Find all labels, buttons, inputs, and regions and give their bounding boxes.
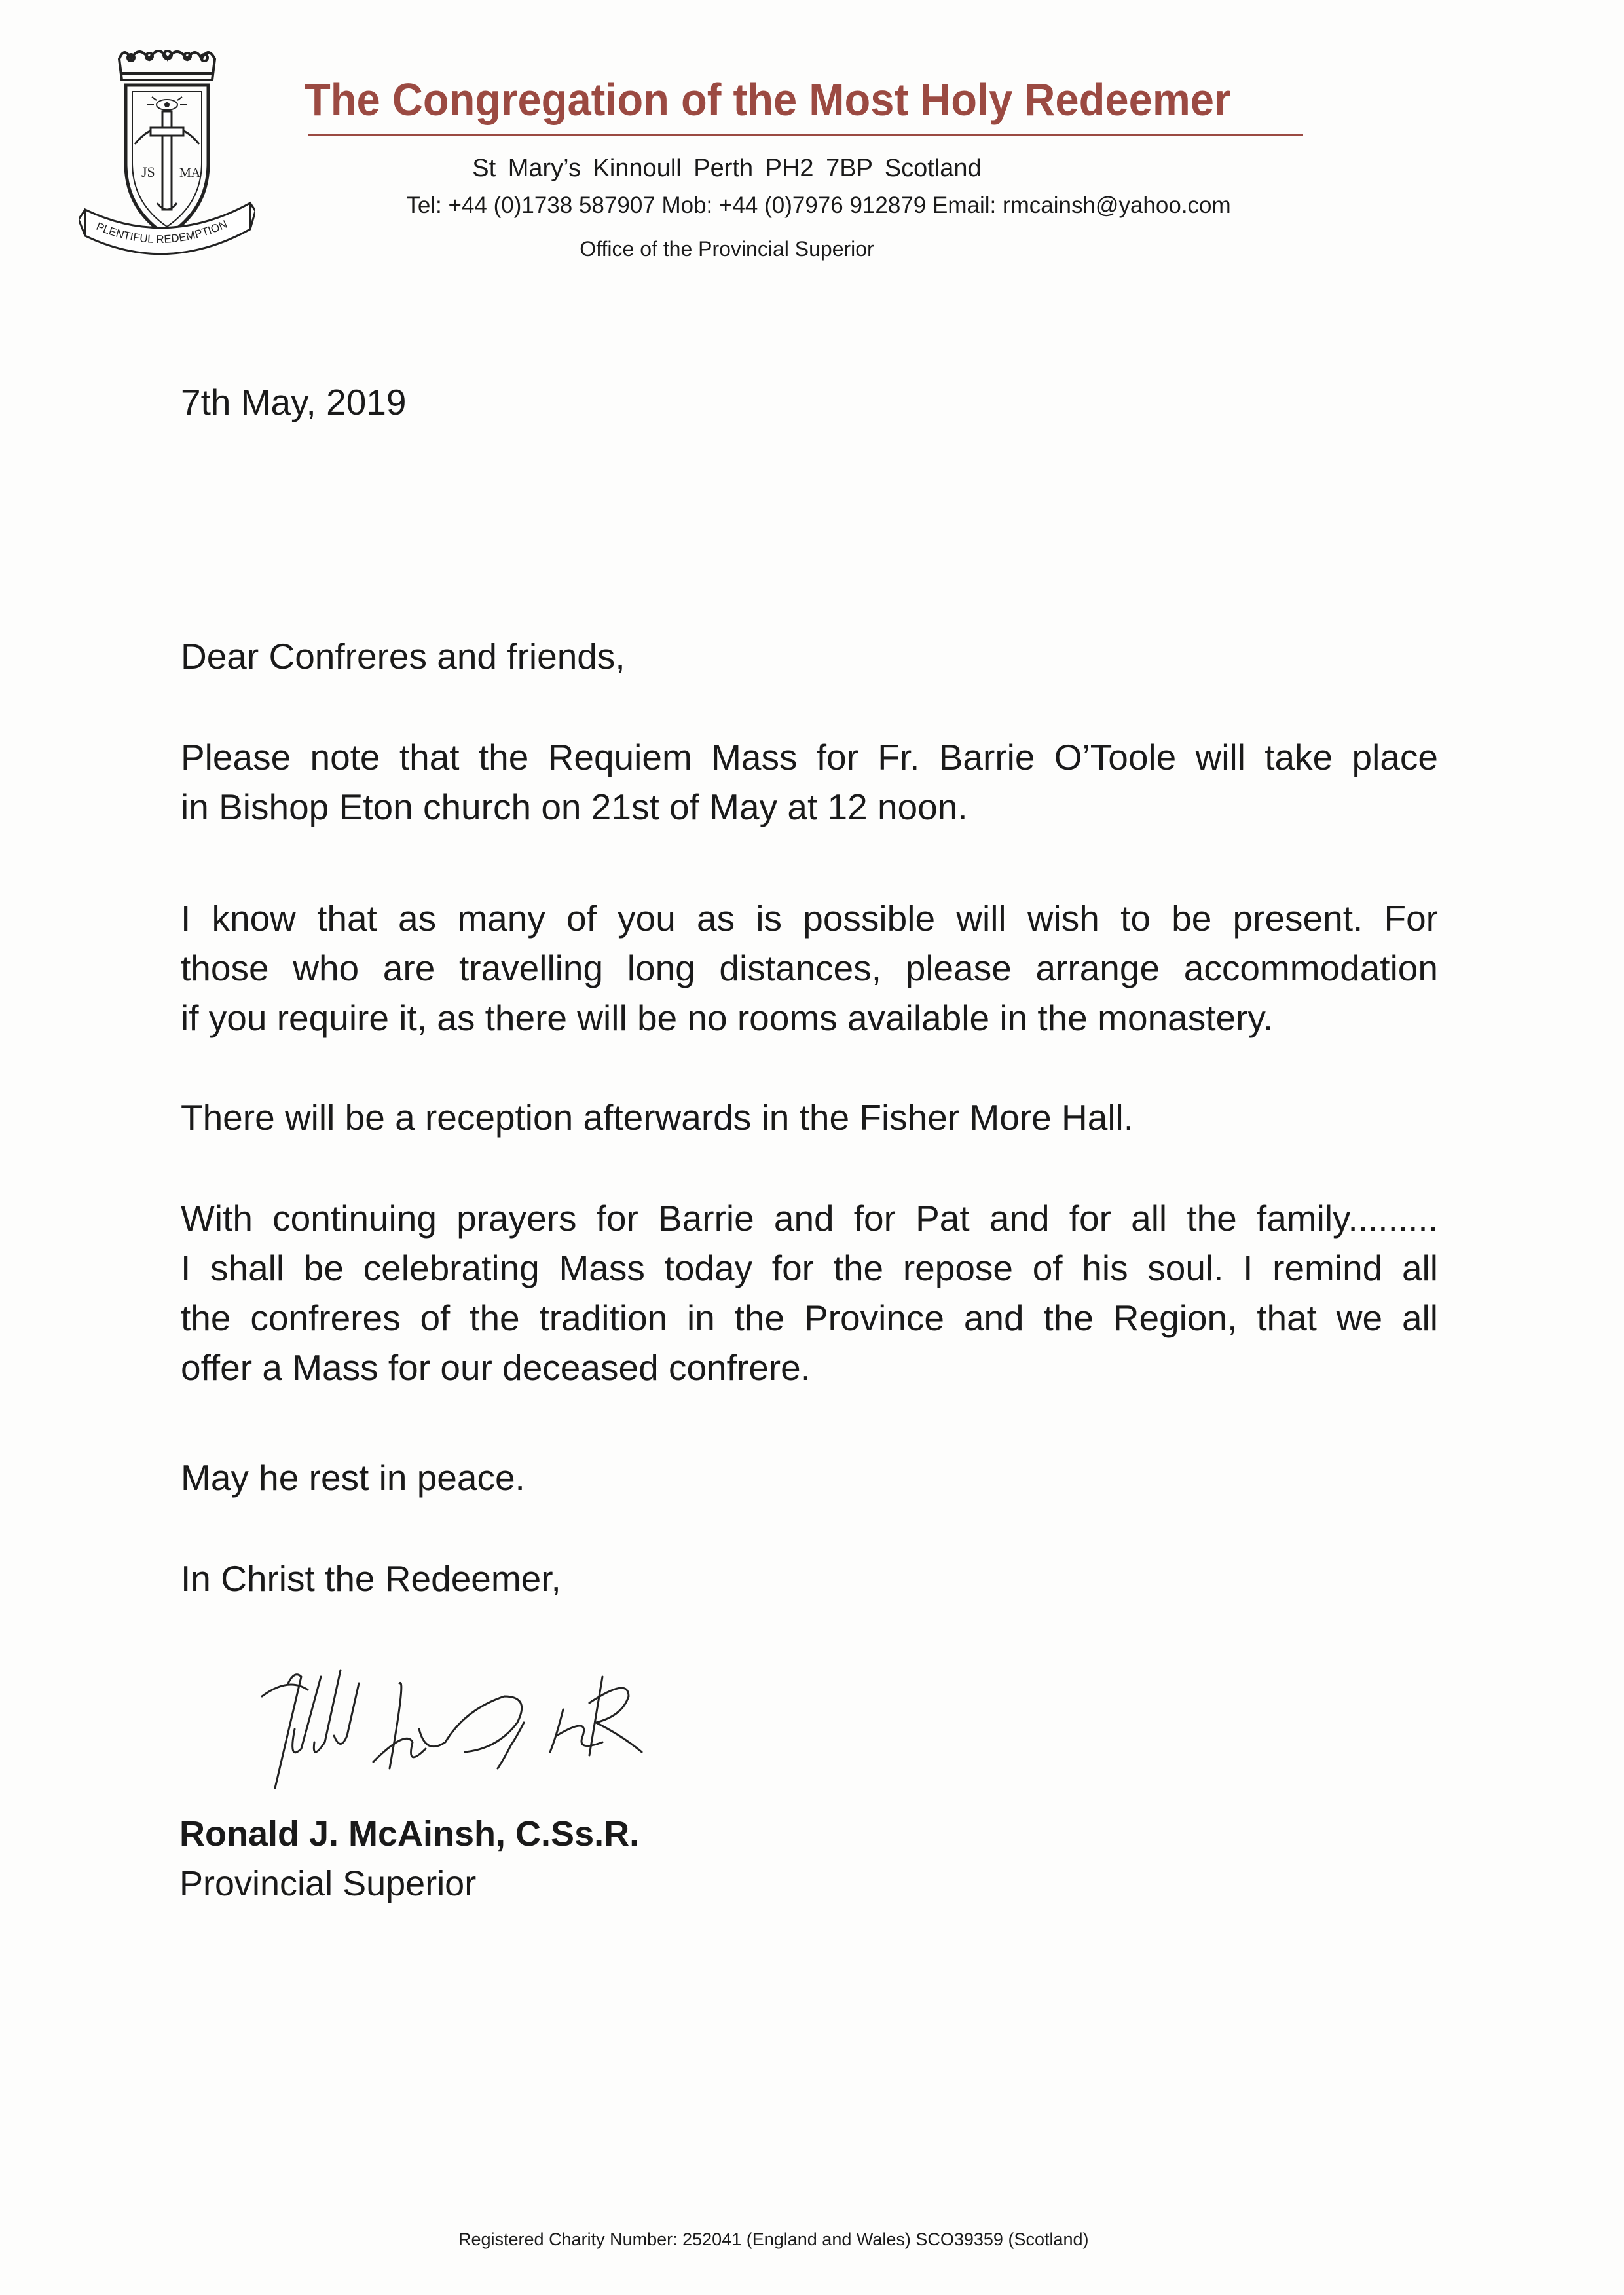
paragraph-line: I know that as many of you as is possible will wish to be present. For bbox=[181, 898, 1438, 939]
redemptorist-crest-icon bbox=[79, 39, 255, 275]
charity-registration: Registered Charity Number: 252041 (England and Wales) SCO39359 (Scotland) bbox=[458, 2230, 1089, 2249]
address-line: St Mary’s Kinnoull Perth PH2 7BP Scotland bbox=[472, 155, 982, 182]
handwritten-signature bbox=[249, 1637, 720, 1808]
signatory-name: Ronald J. McAinsh, C.Ss.R. bbox=[179, 1814, 640, 1854]
office-line: Office of the Provincial Superior bbox=[580, 237, 874, 261]
signatory-role: Provincial Superior bbox=[179, 1864, 477, 1903]
paragraph-line: With continuing prayers for Barrie and for Pat and for all the family......... bbox=[181, 1198, 1438, 1239]
paragraph-line: There will be a reception afterwards in the Fisher More Hall. bbox=[181, 1097, 1134, 1138]
paragraph-requiem bbox=[181, 732, 1438, 832]
paragraph-prayers bbox=[181, 1193, 1438, 1392]
paragraph-line: offer a Mass for our deceased confrere. bbox=[181, 1347, 811, 1388]
paragraph-line: those who are travelling long distances, please arrange accommodation bbox=[181, 948, 1438, 988]
paragraph-line: if you require it, as there will be no rooms available in the monastery. bbox=[181, 998, 1274, 1038]
paragraph-line: I shall be celebrating Mass today for the repose of his soul. I remind all bbox=[181, 1248, 1438, 1288]
paragraph-line: in Bishop Eton church on 21st of May at 12 noon. bbox=[181, 787, 968, 827]
paragraph-reception bbox=[181, 1092, 1438, 1142]
crest-left-monogram: JS bbox=[141, 164, 155, 180]
paragraph-line: Please note that the Requiem Mass for Fr. Barrie O’Toole will take place bbox=[181, 737, 1438, 777]
crest-banner-text: PLENTIFUL REDEMPTION bbox=[94, 217, 229, 246]
letter-date: 7th May, 2019 bbox=[181, 382, 407, 422]
paragraph-rest-in-peace: May he rest in peace. bbox=[181, 1457, 525, 1498]
letterhead-rule bbox=[308, 134, 1303, 136]
contact-line: Tel: +44 (0)1738 587907 Mob: +44 (0)7976 912879 Email: rmcainsh@yahoo.com bbox=[406, 193, 1231, 218]
crest-right-monogram: MA bbox=[179, 166, 201, 180]
paragraph-accommodation bbox=[181, 893, 1438, 1043]
closing: In Christ the Redeemer, bbox=[181, 1558, 561, 1599]
paragraph-line: the confreres of the tradition in the Province and the Region, that we all bbox=[181, 1297, 1438, 1338]
salutation: Dear Confreres and friends, bbox=[181, 636, 625, 677]
organisation-name: The Congregation of the Most Holy Redeemer bbox=[304, 74, 1231, 125]
